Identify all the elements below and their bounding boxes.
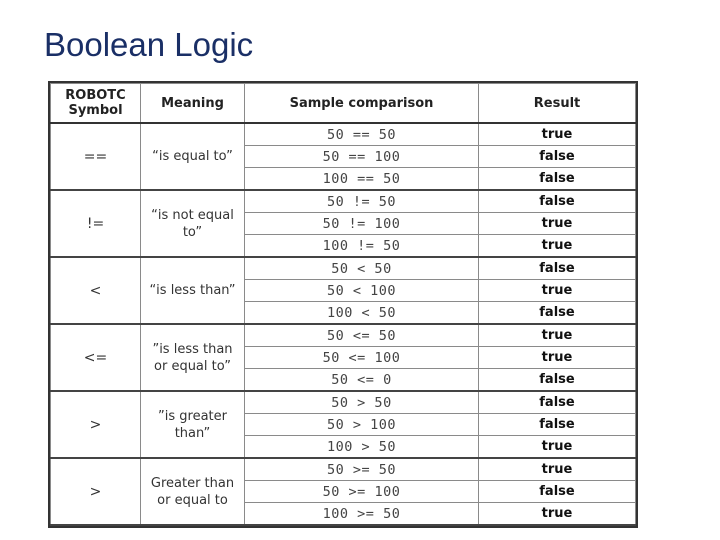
operator-meaning	[141, 190, 245, 257]
sample-comparison: 50 <= 50	[245, 324, 479, 347]
comparison-result: false	[479, 257, 636, 280]
table-row	[51, 123, 636, 146]
comparison-result: false	[479, 168, 636, 191]
meaning-line: Greater than	[150, 475, 235, 491]
comparison-result: true	[479, 347, 636, 369]
sample-comparison: 50 <= 100	[245, 347, 479, 369]
comparison-result: false	[479, 302, 636, 325]
sample-comparison: 50 == 50	[245, 123, 479, 146]
operator-symbol: !=	[51, 190, 141, 257]
operator-symbol: ==	[51, 123, 141, 190]
operator-meaning	[141, 123, 245, 190]
operator-symbol: <	[51, 257, 141, 324]
header-symbol	[51, 84, 141, 124]
table-header-row	[51, 84, 636, 124]
comparison-result: true	[479, 123, 636, 146]
sample-comparison: 50 < 50	[245, 257, 479, 280]
comparison-result: true	[479, 280, 636, 302]
table-row	[51, 190, 636, 213]
sample-comparison: 50 != 50	[245, 190, 479, 213]
comparison-result: true	[479, 436, 636, 459]
table-row	[51, 257, 636, 280]
operator-meaning	[141, 391, 245, 458]
header-symbol-line1: ROBOTC	[65, 88, 126, 103]
header-meaning: Meaning	[141, 84, 245, 124]
table-row	[51, 458, 636, 481]
comparison-result: true	[479, 213, 636, 235]
sample-comparison: 100 == 50	[245, 168, 479, 191]
comparison-result: false	[479, 481, 636, 503]
sample-comparison: 100 < 50	[245, 302, 479, 325]
meaning-line: “is not equal	[151, 207, 234, 223]
meaning-line: “is equal to”	[152, 149, 233, 164]
sample-comparison: 100 >= 50	[245, 503, 479, 526]
operator-symbol: >	[51, 391, 141, 458]
comparison-result: false	[479, 190, 636, 213]
sample-comparison: 50 <= 0	[245, 369, 479, 392]
slide-title: Boolean Logic	[44, 26, 254, 63]
comparison-result: true	[479, 503, 636, 526]
sample-comparison: 50 == 100	[245, 146, 479, 168]
meaning-line: ”is less than	[152, 341, 233, 357]
sample-comparison: 50 > 100	[245, 414, 479, 436]
comparison-table	[50, 83, 636, 526]
header-result: Result	[479, 84, 636, 124]
operator-meaning	[141, 324, 245, 391]
sample-comparison: 100 != 50	[245, 235, 479, 258]
comparison-result: true	[479, 235, 636, 258]
sample-comparison: 50 >= 50	[245, 458, 479, 481]
comparison-result: true	[479, 324, 636, 347]
operator-meaning	[141, 257, 245, 324]
header-symbol-line2: Symbol	[68, 103, 123, 118]
header-comparison: Sample comparison	[245, 84, 479, 124]
meaning-line: or equal to	[157, 492, 228, 508]
comparison-result: false	[479, 414, 636, 436]
sample-comparison: 50 != 100	[245, 213, 479, 235]
meaning-line: ”is greater	[158, 408, 227, 424]
comparison-result: true	[479, 458, 636, 481]
table-body	[51, 123, 636, 525]
comparison-result: false	[479, 369, 636, 392]
table-row	[51, 391, 636, 414]
meaning-line: “is less than”	[149, 283, 236, 298]
operator-symbol: <=	[51, 324, 141, 391]
comparison-result: false	[479, 391, 636, 414]
sample-comparison: 100 > 50	[245, 436, 479, 459]
meaning-line: than”	[174, 425, 211, 441]
operator-meaning	[141, 458, 245, 525]
sample-comparison: 50 >= 100	[245, 481, 479, 503]
meaning-line: to”	[182, 224, 203, 240]
comparison-table-frame	[48, 81, 638, 528]
operator-symbol: >	[51, 458, 141, 525]
comparison-result: false	[479, 146, 636, 168]
table-row	[51, 324, 636, 347]
sample-comparison: 50 < 100	[245, 280, 479, 302]
meaning-line: or equal to”	[154, 358, 231, 374]
sample-comparison: 50 > 50	[245, 391, 479, 414]
